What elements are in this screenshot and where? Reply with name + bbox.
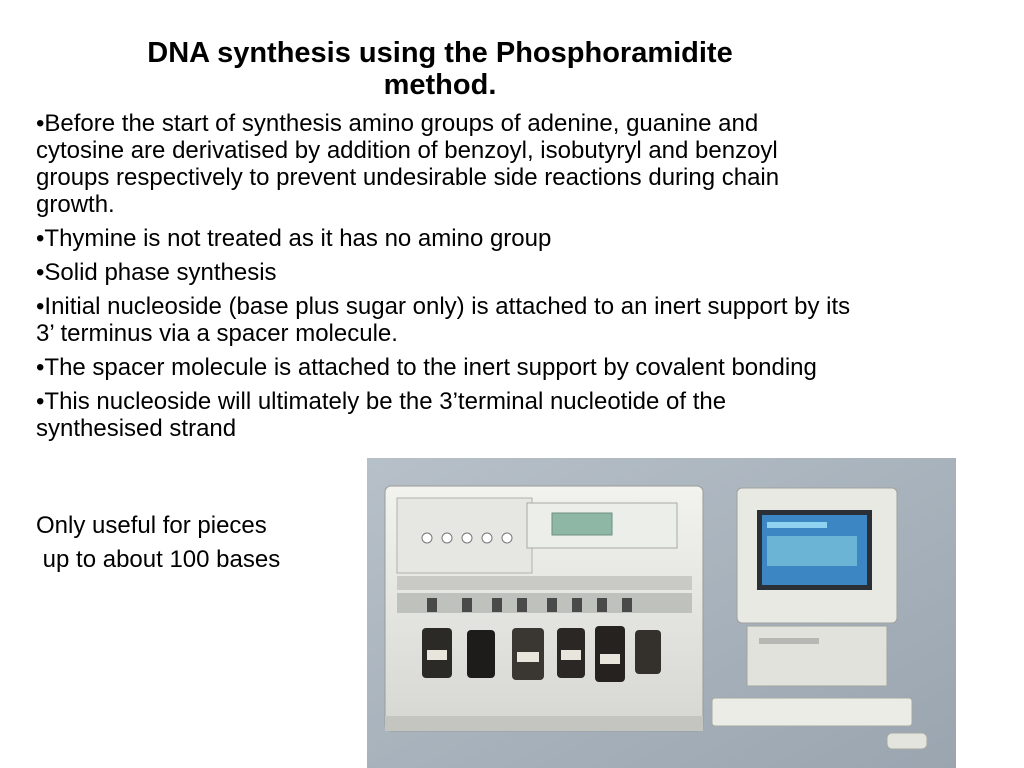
bullet-item: •The spacer molecule is attached to the inert support by covalent bonding xyxy=(36,354,817,381)
bullet-item: •Initial nucleoside (base plus sugar only) is attached to an inert support by its 3’ terminus via a spacer molecule. xyxy=(36,293,851,347)
slide-title xyxy=(80,37,800,101)
keyboard xyxy=(712,698,912,726)
title-line-2: method. xyxy=(383,69,497,101)
bullet-item: •Solid phase synthesis xyxy=(36,259,277,286)
mouse xyxy=(887,733,927,749)
dna-synthesizer-photo xyxy=(367,458,956,768)
bullet-item: •Before the start of synthesis amino groups of adenine, guanine and cytosine are derivatised by addition of benzoyl, isobutyryl and benzoyl groups respectively to prevent undesirable side reactions during chain growth. xyxy=(36,110,780,218)
bullet-list xyxy=(36,110,851,449)
title-line-1: DNA synthesis using the Phosphoramidite xyxy=(147,37,733,69)
synthesizer-unit xyxy=(385,486,703,731)
note-line-1: Only useful for pieces xyxy=(36,512,267,539)
display-panel xyxy=(552,513,612,535)
bullet-item: •This nucleoside will ultimately be the 3’terminal nucleotide of the synthesised strand xyxy=(36,388,727,442)
bullet-item: •Thymine is not treated as it has no amino group xyxy=(36,225,552,252)
computer-workstation xyxy=(712,488,927,749)
note-line-2: up to about 100 bases xyxy=(36,546,281,573)
